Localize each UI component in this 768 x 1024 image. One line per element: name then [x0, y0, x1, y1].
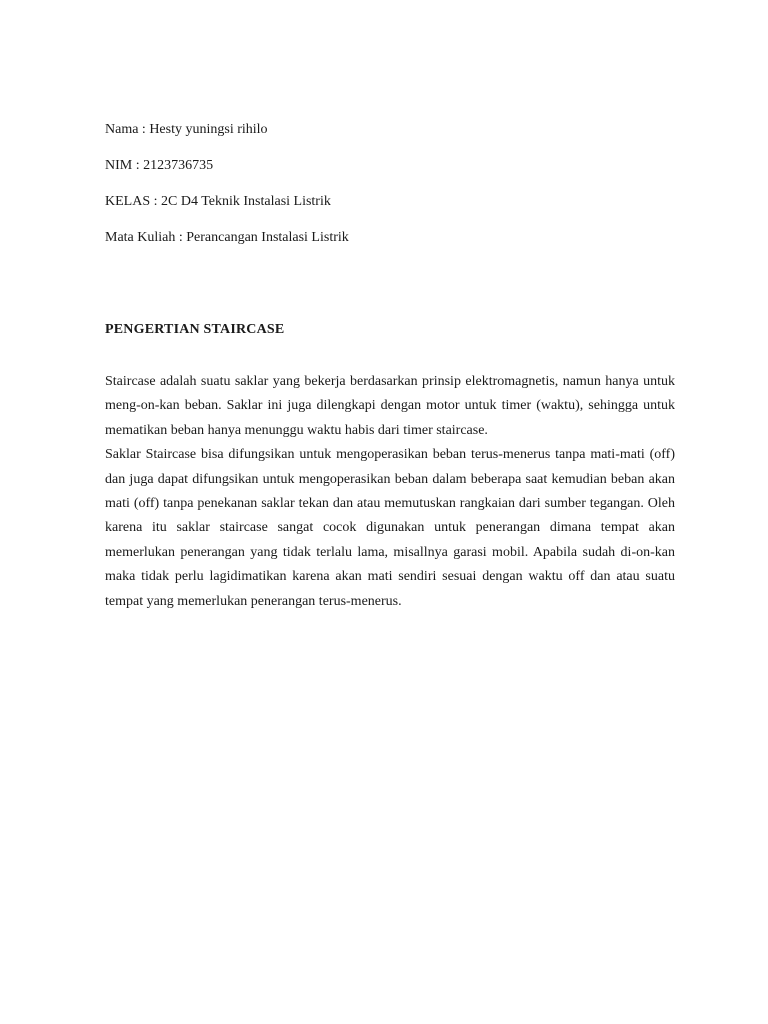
- student-info-block: [105, 121, 675, 265]
- student-name: Nama : Hesty yuningsi rihilo: [105, 122, 268, 137]
- student-nim: NIM : 2123736735: [105, 158, 214, 173]
- course-name: Mata Kuliah : Perancangan Instalasi Listrik: [105, 230, 349, 245]
- section-heading: PENGERTIAN STAIRCASE: [105, 322, 285, 337]
- paragraph-definition: Staircase adalah suatu saklar yang bekerja berdasarkan prinsip elektromagnetis, namun hanya untuk meng-on-kan beban. Saklar ini juga dilengkapi dengan motor untuk timer (waktu), sehingga untuk mematikan beban hanya menunggu waktu habis dari timer staircase.: [105, 374, 675, 438]
- paragraph-function: Saklar Staircase bisa difungsikan untuk mengoperasikan beban terus-menerus tanpa mati-mati (off) dan juga dapat difungsikan untuk mengoperasikan beban dalam beberapa saat kemudian beban akan mati (off) tanpa penekanan saklar tekan dan atau memutuskan rangkaian dari sumber tegangan. Oleh karena itu saklar staircase sangat cocok digunakan untuk penerangan dimana tempat akan memerlukan penerangan yang tidak terlalu lama, misallnya garasi mobil. Apabila sudah di-on-kan maka tidak perlu lagidimatikan karena akan mati sendiri sesuai dengan waktu off dan atau suatu tempat yang memerlukan penerangan terus-menerus.: [105, 447, 675, 609]
- section-body: [105, 370, 675, 614]
- student-class: KELAS : 2C D4 Teknik Instalasi Listrik: [105, 194, 331, 209]
